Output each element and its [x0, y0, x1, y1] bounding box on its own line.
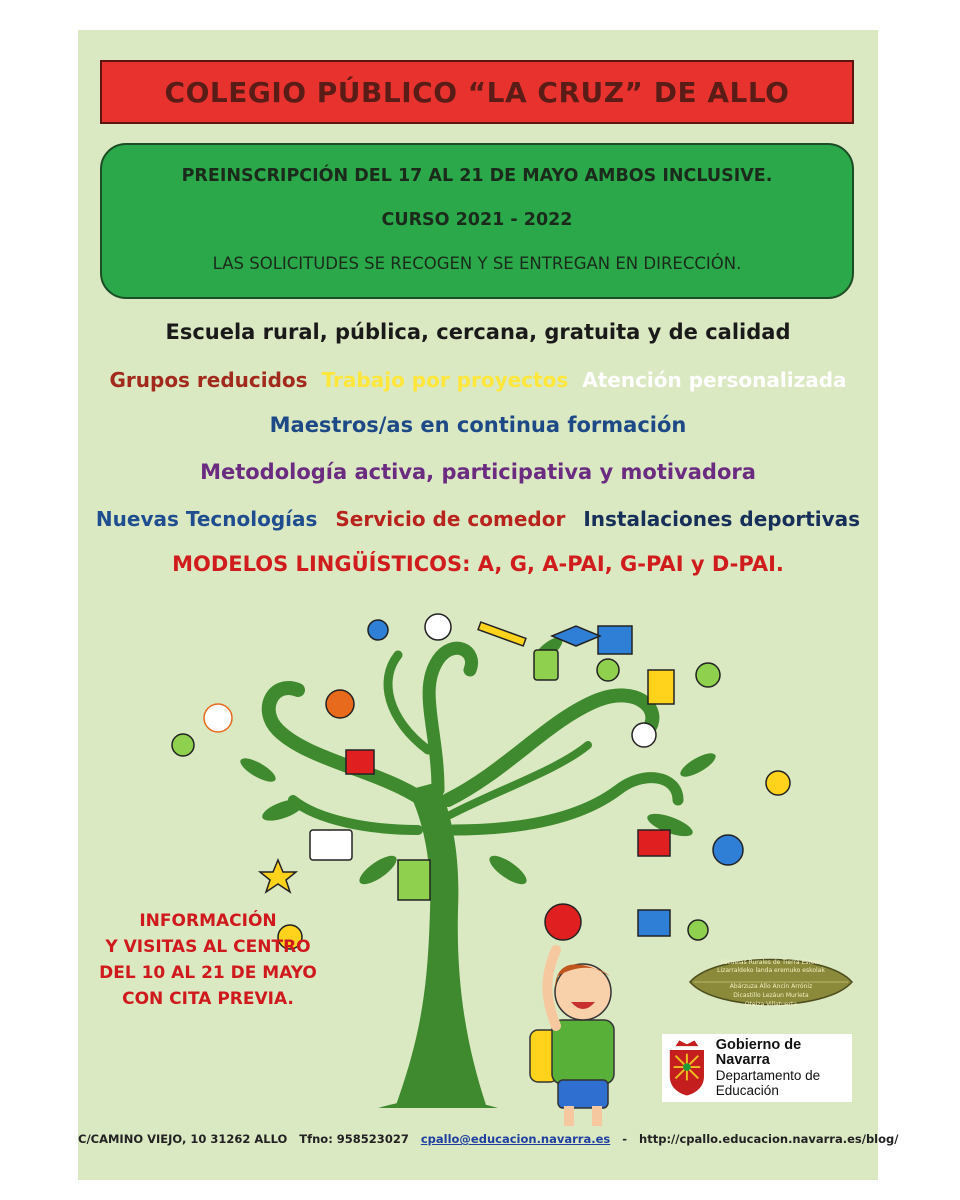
- rural-schools-leaf-seal: [686, 950, 856, 1014]
- folder-icon: [638, 910, 670, 936]
- leaf: [355, 851, 400, 889]
- branch-left-low: [293, 800, 418, 830]
- apple-icon: [545, 904, 581, 940]
- personal-attention: Atención personalizada: [582, 368, 847, 392]
- school-title: COLEGIO PÚBLICO “LA CRUZ” DE ALLO: [164, 75, 790, 109]
- tennis-ball-icon: [688, 920, 708, 940]
- monitor-icon: [310, 830, 352, 860]
- seal-line-4: Dicastillo Lezáun Murieta: [733, 992, 809, 999]
- music-note-icon: [368, 620, 388, 640]
- blog-link[interactable]: http://cpallo.educacion.navarra.es/blog/: [639, 1132, 899, 1146]
- atom-icon: [204, 704, 232, 732]
- child-leg-right: [592, 1106, 602, 1126]
- project-work: Trabajo por proyectos: [321, 368, 569, 392]
- seal-line-2: Lizarraldeko landa eremuko eskolak: [717, 967, 825, 974]
- globe-icon: [713, 835, 743, 865]
- leaf: [677, 749, 719, 781]
- clock-icon: [425, 614, 451, 640]
- child-illustration: [530, 950, 614, 1126]
- soccer-icon: [632, 723, 656, 747]
- seal-line-5: Oteiza Villatuerta: [744, 1001, 798, 1008]
- school-type: Escuela rural, pública, cercana, gratuita y de calidad: [165, 320, 791, 344]
- sports-facilities: Instalaciones deportivas: [583, 507, 861, 531]
- book-icon: [398, 860, 430, 900]
- government-logo: [662, 1034, 852, 1102]
- info-line-3: DEL 10 AL 21 DE MAYO: [99, 963, 317, 983]
- child-shirt: [552, 1020, 614, 1084]
- new-technologies: Nuevas Tecnologías: [95, 507, 318, 531]
- visits-info: [88, 908, 328, 1012]
- language-models: MODELOS LINGÜÍSTICOS: A, G, A-PAI, G-PAI y D-PAI.: [172, 552, 784, 576]
- teachers-training: Maestros/as en continua formación: [269, 413, 687, 437]
- palette-icon: [696, 663, 720, 687]
- address: C/CAMINO VIEJO, 10 31262 ALLO: [78, 1132, 288, 1146]
- methodology: Metodología activa, participativa y motivadora: [200, 460, 756, 484]
- small-groups: Grupos reducidos: [109, 368, 308, 392]
- info-line-4: CON CITA PREVIA.: [122, 989, 294, 1009]
- star-icon: [260, 860, 296, 892]
- schoolbag-icon: [346, 750, 374, 774]
- info-line-1: INFORMACIÓN: [139, 911, 277, 931]
- flask-icon: [597, 659, 619, 681]
- notebook-icon: [648, 670, 674, 704]
- branch-upper-left: [388, 655, 428, 750]
- canteen-service: Servicio de comedor: [335, 507, 566, 531]
- basketball-icon: [326, 690, 354, 718]
- pc-icon: [638, 830, 670, 856]
- separator: -: [622, 1132, 628, 1146]
- pencil-icon: [478, 622, 526, 646]
- government-text: [716, 1038, 852, 1098]
- child-shorts: [558, 1080, 608, 1108]
- branch-center: [429, 648, 471, 790]
- leaf: [237, 754, 279, 786]
- leaf: [485, 851, 530, 889]
- lightbulb-icon: [766, 771, 790, 795]
- microscope-icon: [172, 734, 194, 756]
- school-year: CURSO 2021 - 2022: [381, 210, 573, 230]
- info-line-2: Y VISITAS AL CENTRO: [105, 937, 311, 957]
- department-line-2: Educación: [715, 1083, 779, 1098]
- email-link[interactable]: cpallo@educacion.navarra.es: [420, 1132, 611, 1146]
- phone: Tfno: 958523027: [299, 1132, 409, 1146]
- enrolment-dates: PREINSCRIPCIÓN DEL 17 AL 21 DE MAYO AMBOS INCLUSIVE.: [181, 166, 773, 186]
- department-line-1: Departamento de: [715, 1068, 821, 1083]
- child-leg-left: [564, 1106, 574, 1126]
- calculator-icon: [534, 650, 558, 680]
- poster: [78, 30, 899, 1180]
- seal-line-1: Escuelas Rurales de Tierra Estella: [720, 959, 822, 966]
- blackboard-icon: [598, 626, 632, 654]
- seal-line-3: Abárzuza Allo Ancín Arróniz: [729, 983, 813, 990]
- contact-footer: [78, 1132, 899, 1146]
- government-name: Gobierno de Navarra: [715, 1037, 802, 1068]
- application-note: LAS SOLICITUDES SE RECOGEN Y SE ENTREGAN EN DIRECCIÓN.: [212, 254, 742, 273]
- branch-right-low: [453, 778, 678, 830]
- navarra-crest-icon: [666, 1037, 708, 1099]
